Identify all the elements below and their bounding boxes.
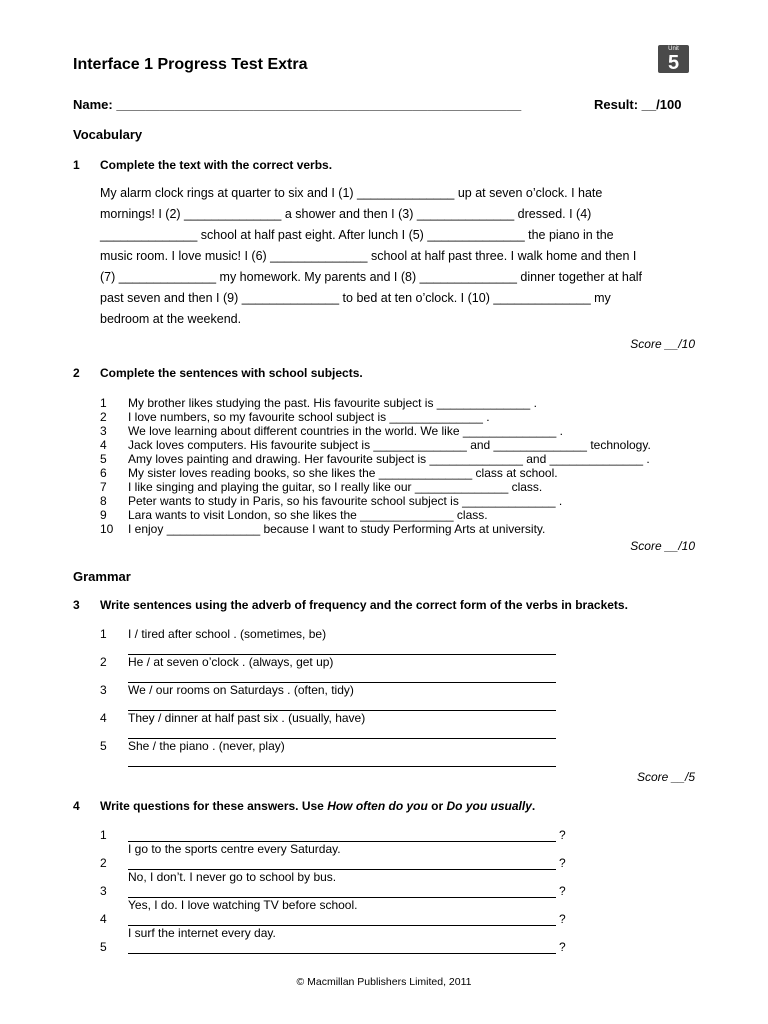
instruction-prefix: Write questions for these answers. Use [100, 799, 328, 813]
paragraph-line: music room. I love music! I (6) ______________ school at half past three. I walk home and then I [100, 249, 637, 263]
instruction-period: . [531, 799, 536, 813]
section-vocabulary-heading: Vocabulary [73, 127, 143, 142]
question-3-instruction: Write sentences using the adverb of frequency and the correct form of the verbs in brackets. [100, 598, 628, 612]
item-number: 10 [100, 522, 114, 536]
answer-text: I surf the internet every day. [128, 926, 276, 940]
answer-text: No, I don’t. I never go to school by bus. [128, 870, 337, 884]
item-number: 2 [100, 410, 107, 424]
item-number: 4 [100, 711, 107, 725]
footer-copyright: © Macmillan Publishers Limited, 2011 [296, 976, 472, 988]
item-number: 4 [100, 438, 107, 452]
question-mark: ? [559, 856, 566, 870]
unit-label: Unit [668, 46, 679, 52]
result-field: Result: __/100 [594, 97, 682, 112]
question-4-instruction [100, 799, 535, 813]
item-number: 2 [100, 856, 107, 870]
question-1-text [100, 183, 690, 330]
answer-text: Yes, I do. I love watching TV before school. [128, 898, 358, 912]
question-3-score: Score __/5 [636, 770, 695, 784]
answer-line[interactable] [128, 766, 556, 767]
section-grammar-heading: Grammar [73, 569, 131, 584]
paragraph-line: bedroom at the weekend. [100, 312, 242, 326]
item-number: 1 [100, 828, 107, 842]
answer-text: I go to the sports centre every Saturday. [128, 842, 341, 856]
item-text: My brother likes studying the past. His favourite subject is ______________ . [128, 396, 537, 410]
question-2-list [100, 396, 700, 536]
question-mark: ? [559, 828, 566, 842]
paragraph-line: ______________ school at half past eight. After lunch I (5) ______________ the piano in the [100, 228, 614, 242]
item-number: 3 [100, 683, 107, 697]
item-text: Amy loves painting and drawing. Her favourite subject is ______________ and ______________ . [128, 452, 650, 466]
item-prompt: She / the piano . (never, play) [128, 739, 285, 753]
unit-number: 5 [667, 52, 680, 74]
item-text: Lara wants to visit London, so she likes the ______________ class. [128, 508, 488, 522]
question-2-number: 2 [73, 366, 80, 380]
item-number: 5 [100, 452, 107, 466]
list-item [100, 424, 700, 438]
item-text: I like singing and playing the guitar, so I really like our ______________ class. [128, 480, 543, 494]
item-number: 8 [100, 494, 107, 508]
instruction-joiner: or [427, 799, 447, 813]
question-1-instruction: Complete the text with the correct verbs. [100, 158, 333, 172]
list-item [100, 466, 700, 480]
question-3-number: 3 [73, 598, 80, 612]
item-number: 2 [100, 655, 107, 669]
item-text: We love learning about different countries in the world. We like ______________ . [128, 424, 563, 438]
list-item [100, 480, 700, 494]
item-number: 4 [100, 912, 107, 926]
item-prompt: I / tired after school . (sometimes, be) [128, 627, 327, 641]
item-prompt: He / at seven o’clock . (always, get up) [128, 655, 334, 669]
list-item [100, 522, 700, 536]
paragraph-line: mornings! I (2) ______________ a shower and then I (3) ______________ dressed. I (4) [100, 207, 592, 221]
item-number: 6 [100, 466, 107, 480]
list-item [100, 410, 700, 424]
phrase-how-often: How often do you [327, 799, 428, 813]
list-item [100, 508, 700, 522]
question-line[interactable] [128, 953, 556, 954]
list-item [100, 438, 700, 452]
item-text: Jack loves computers. His favourite subject is ______________ and ______________ technology. [128, 438, 651, 452]
item-text: I love numbers, so my favourite school subject is ______________ . [128, 410, 490, 424]
item-number: 3 [100, 424, 107, 438]
list-item [100, 452, 700, 466]
item-number: 1 [100, 627, 107, 641]
item-number: 3 [100, 884, 107, 898]
item-prompt: We / our rooms on Saturdays . (often, tidy) [128, 683, 354, 697]
page-title: Interface 1 Progress Test Extra [73, 56, 308, 73]
question-1-score: Score __/10 [630, 337, 695, 351]
item-number: 5 [100, 739, 107, 753]
item-prompt: They / dinner at half past six . (usually, have) [128, 711, 366, 725]
list-item [100, 396, 700, 410]
question-2-score: Score __/10 [630, 539, 695, 553]
list-item [100, 494, 700, 508]
question-mark: ? [559, 884, 566, 898]
phrase-do-you-usually: Do you usually [446, 799, 532, 813]
question-mark: ? [559, 912, 566, 926]
item-number: 5 [100, 940, 107, 954]
question-mark: ? [559, 940, 566, 954]
question-1-number: 1 [73, 158, 80, 172]
item-text: Peter wants to study in Paris, so his favourite school subject is ______________ . [128, 494, 563, 508]
item-text: I enjoy ______________ because I want to study Performing Arts at university. [128, 522, 546, 536]
name-field: Name: ________________________________________________________ [73, 97, 522, 112]
paragraph-line: past seven and then I (9) ______________ to bed at ten o’clock. I (10) ______________ my [100, 291, 611, 305]
paragraph-line: (7) ______________ my homework. My parents and I (8) ______________ dinner together at half [100, 270, 643, 284]
unit-badge [658, 45, 689, 73]
item-number: 7 [100, 480, 107, 494]
item-number: 1 [100, 396, 107, 410]
question-2-instruction: Complete the sentences with school subjects. [100, 366, 363, 380]
item-text: My sister loves reading books, so she likes the ______________ class at school. [128, 466, 558, 480]
question-4-number: 4 [73, 799, 80, 813]
item-number: 9 [100, 508, 107, 522]
paragraph-line: My alarm clock rings at quarter to six and I (1) ______________ up at seven o’clock. I hate [100, 186, 603, 200]
